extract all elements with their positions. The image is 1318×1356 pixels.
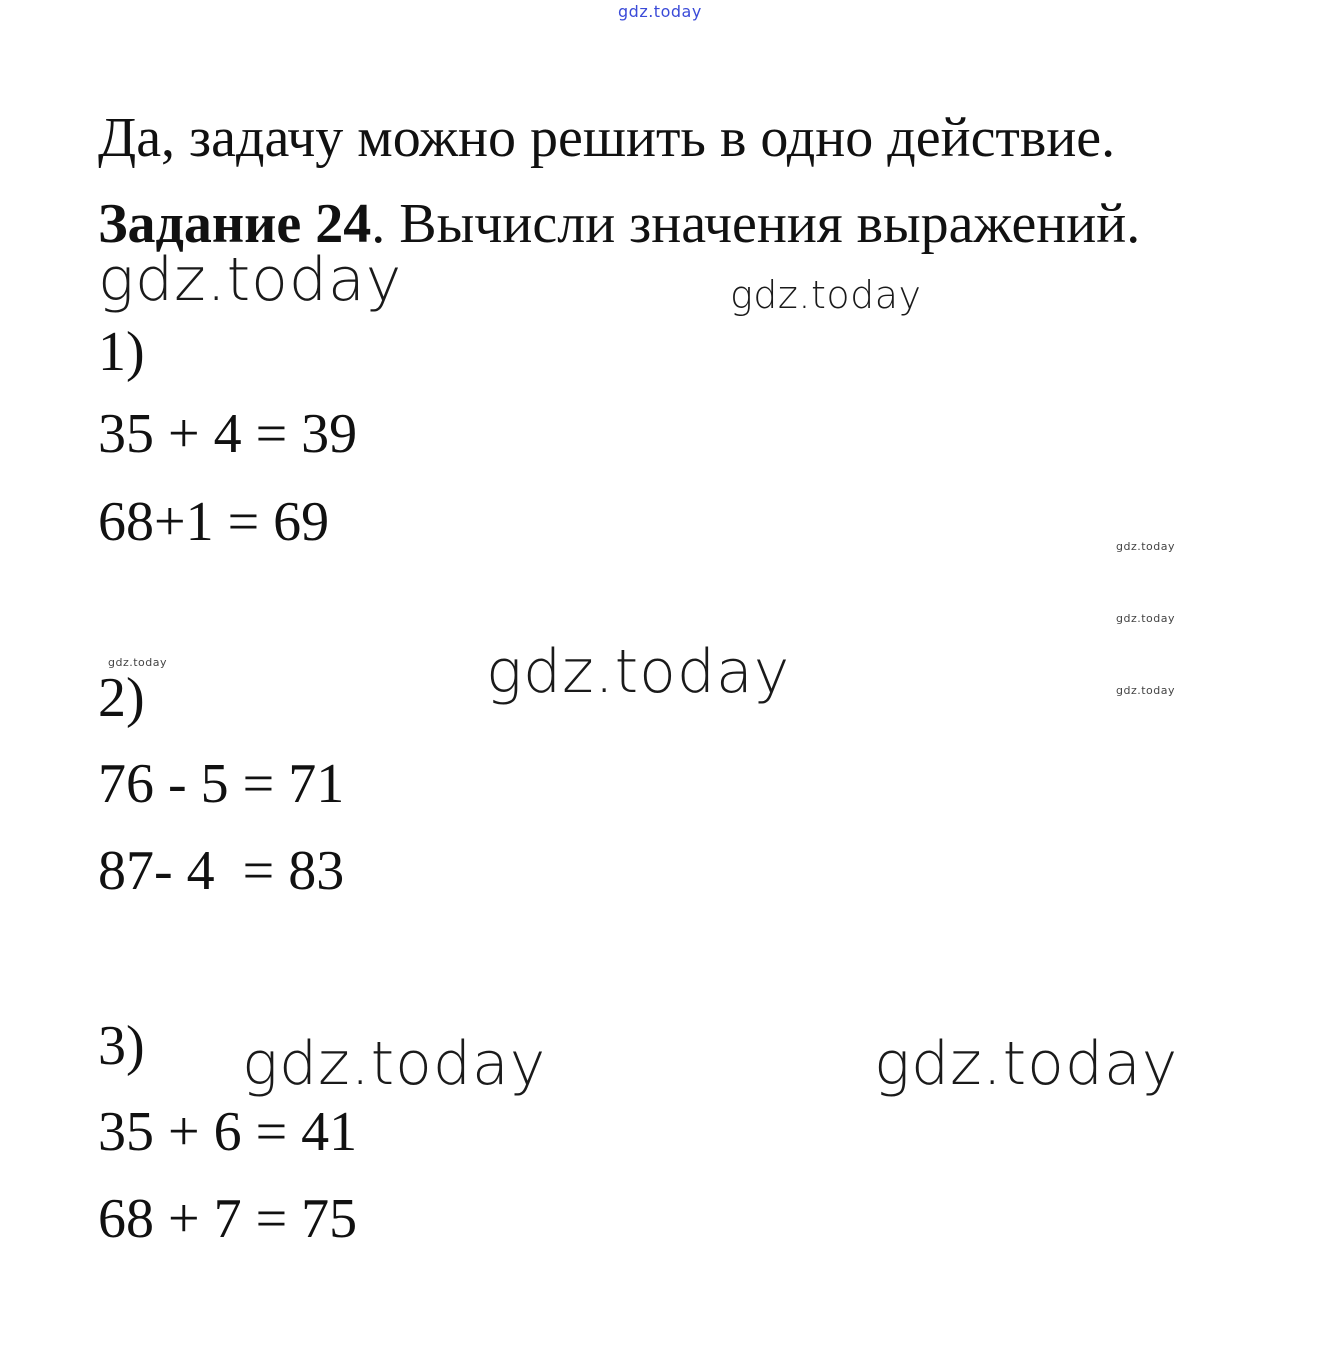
answer-text: Да, задачу можно решить в одно действие.: [98, 107, 1116, 169]
watermark-small: gdz.today: [1116, 612, 1176, 625]
task-heading: [98, 193, 1141, 255]
watermark-small: gdz.today: [1116, 684, 1176, 697]
watermark-top: gdz.today: [618, 2, 702, 21]
expression: 87- 4 = 83: [98, 840, 345, 902]
expression: 35 + 6 = 41: [98, 1101, 358, 1163]
expression: 35 + 4 = 39: [98, 403, 358, 465]
watermark-large: gdz.today: [98, 245, 403, 315]
expression: 68+1 = 69: [98, 491, 330, 553]
watermark-large: gdz.today: [242, 1029, 547, 1099]
part-label: 3): [98, 1015, 145, 1077]
watermark-large: gdz.today: [874, 1029, 1179, 1099]
watermark-medium: gdz.today: [730, 273, 922, 317]
watermark-small: gdz.today: [1116, 540, 1176, 553]
task-number: Задание 24: [98, 193, 372, 255]
expression: 76 - 5 = 71: [98, 753, 345, 815]
expression: 68 + 7 = 75: [98, 1188, 358, 1250]
watermark-small: gdz.today: [108, 656, 168, 669]
watermark-large: gdz.today: [486, 637, 791, 707]
part-label: 2): [98, 667, 145, 729]
part-label: 1): [98, 321, 145, 383]
task-instruction: . Вычисли значения выражений.: [371, 193, 1141, 255]
